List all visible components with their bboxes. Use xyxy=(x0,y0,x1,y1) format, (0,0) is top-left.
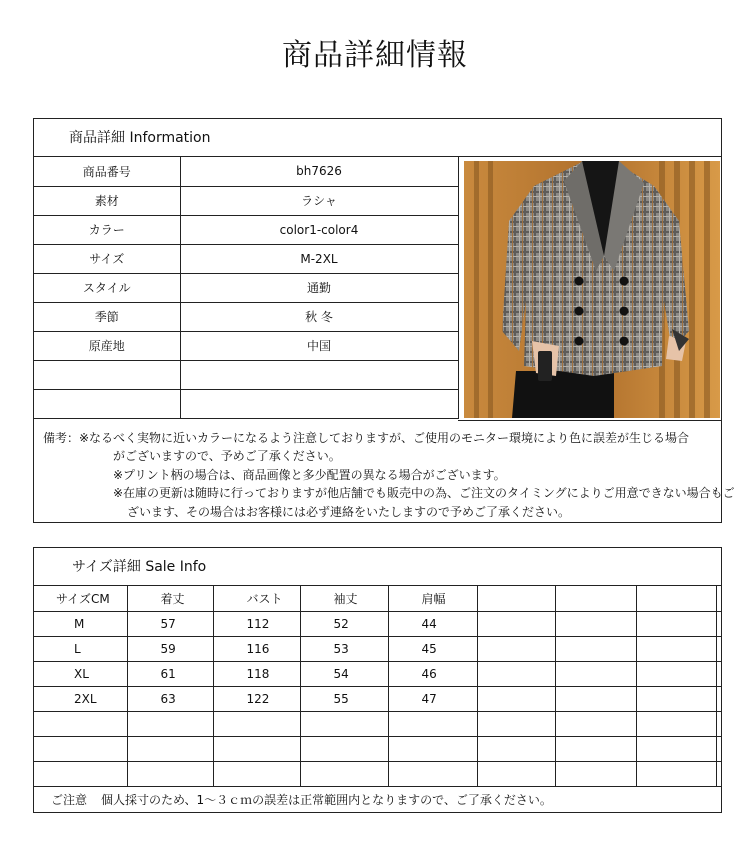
spec-row xyxy=(34,186,458,215)
size-cell xyxy=(636,711,716,736)
spec-label: カラー xyxy=(34,215,180,244)
note-line: ※プリント柄の場合は、商品画像と多少配置の異なる場合がございます。 xyxy=(113,467,506,482)
size-header-cell: 袖丈 xyxy=(300,586,388,611)
spec-row xyxy=(34,215,458,244)
size-cell xyxy=(636,736,716,761)
size-cell xyxy=(34,736,127,761)
product-photo xyxy=(464,161,720,418)
spec-value: M-2XL xyxy=(180,244,458,273)
spec-row xyxy=(34,331,458,360)
size-row xyxy=(34,686,721,711)
size-cell: 57 xyxy=(127,611,213,636)
size-cell: 54 xyxy=(300,661,388,686)
size-row xyxy=(34,611,721,636)
spec-label xyxy=(34,360,180,389)
product-info-box xyxy=(33,118,735,523)
size-cell xyxy=(716,661,721,686)
size-cell xyxy=(477,761,555,786)
size-cell xyxy=(34,761,127,786)
page-title: 商品詳細情報 xyxy=(282,38,468,73)
size-row xyxy=(34,636,721,661)
size-cell xyxy=(477,736,555,761)
size-cell: 45 xyxy=(388,636,477,661)
spec-value: 秋 冬 xyxy=(180,302,458,331)
size-cell: 2XL xyxy=(34,686,127,711)
size-table xyxy=(34,586,721,787)
spec-value: 中国 xyxy=(180,331,458,360)
spec-label: スタイル xyxy=(34,273,180,302)
size-cell xyxy=(636,636,716,661)
size-cell: 47 xyxy=(388,686,477,711)
size-cell xyxy=(477,711,555,736)
size-cell xyxy=(127,711,213,736)
note-line: がございますので、予めご了承ください。 xyxy=(113,449,341,464)
spec-label xyxy=(34,389,180,418)
size-cell xyxy=(555,686,636,711)
size-cell xyxy=(636,686,716,711)
note-line: 備考：※なるべく実物に近いカラーになるよう注意しておりますが、ご使用のモニター環境により色に誤差が生じる場合 xyxy=(43,431,690,445)
size-header-cell: 肩幅 xyxy=(388,586,477,611)
size-cell xyxy=(555,611,636,636)
size-cell xyxy=(636,611,716,636)
spec-row xyxy=(34,389,458,418)
product-photo-cell xyxy=(458,157,721,421)
size-cell xyxy=(477,611,555,636)
size-header-cell: バスト xyxy=(213,586,300,611)
size-cell xyxy=(127,761,213,786)
size-cell xyxy=(716,686,721,711)
size-header-cell xyxy=(555,586,636,611)
size-cell xyxy=(555,761,636,786)
size-row xyxy=(34,761,721,786)
size-cell: 59 xyxy=(127,636,213,661)
spec-row xyxy=(34,273,458,302)
caution-text: 個人採寸のため、1～３ｃｍの誤差は正常範囲内となりますので、ご了承ください。 xyxy=(101,793,552,807)
size-cell xyxy=(716,761,721,786)
size-cell xyxy=(388,711,477,736)
size-cell xyxy=(388,761,477,786)
size-cell: 122 xyxy=(213,686,300,711)
spec-label: 素材 xyxy=(34,186,180,215)
size-header-cell xyxy=(716,586,721,611)
spec-value xyxy=(180,389,458,418)
spec-label: 季節 xyxy=(34,302,180,331)
size-cell xyxy=(213,761,300,786)
size-cell xyxy=(716,736,721,761)
size-cell: 55 xyxy=(300,686,388,711)
size-cell: 53 xyxy=(300,636,388,661)
size-cell xyxy=(34,711,127,736)
spec-value: 通勤 xyxy=(180,273,458,302)
size-row xyxy=(34,711,721,736)
size-cell xyxy=(477,636,555,661)
size-cell xyxy=(636,661,716,686)
size-cell: 118 xyxy=(213,661,300,686)
spec-value xyxy=(180,360,458,389)
size-row xyxy=(34,736,721,761)
size-cell xyxy=(716,711,721,736)
size-cell: 63 xyxy=(127,686,213,711)
size-cell xyxy=(716,636,721,661)
size-cell xyxy=(555,661,636,686)
note-line: ※在庫の更新は随時に行っておりますが他店舗でも販売中の為、ご注文のタイミングによりご用意できない場合もご xyxy=(113,486,735,501)
size-cell: XL xyxy=(34,661,127,686)
size-cell xyxy=(636,761,716,786)
size-cell xyxy=(477,686,555,711)
size-cell: 46 xyxy=(388,661,477,686)
size-header-row xyxy=(34,586,721,611)
spec-row xyxy=(34,360,458,389)
size-cell: 61 xyxy=(127,661,213,686)
size-cell xyxy=(127,736,213,761)
spec-row xyxy=(34,302,458,331)
size-cell xyxy=(555,711,636,736)
size-header-cell xyxy=(477,586,555,611)
size-header-cell: サイズCM xyxy=(34,586,127,611)
spec-value: ラシャ xyxy=(180,186,458,215)
size-cell xyxy=(300,711,388,736)
size-cell xyxy=(213,736,300,761)
size-info-box xyxy=(33,547,722,813)
spec-table xyxy=(34,157,459,419)
size-cell xyxy=(477,661,555,686)
size-cell xyxy=(300,736,388,761)
size-cell: 112 xyxy=(213,611,300,636)
note-line: ざいます、その場合はお客様には必ず連絡をいたしますので予めご了承ください。 xyxy=(127,504,571,519)
size-row xyxy=(34,661,721,686)
spec-row xyxy=(34,157,458,186)
size-cell xyxy=(555,636,636,661)
size-cell: 116 xyxy=(213,636,300,661)
size-cell: 52 xyxy=(300,611,388,636)
spec-label: サイズ xyxy=(34,244,180,273)
spec-label: 商品番号 xyxy=(34,157,180,186)
spec-value: bh7626 xyxy=(180,157,458,186)
size-header-cell: 着丈 xyxy=(127,586,213,611)
spec-label: 原産地 xyxy=(34,331,180,360)
spec-row xyxy=(34,244,458,273)
size-cell xyxy=(716,611,721,636)
size-heading: サイズ詳細 Sale Info xyxy=(34,548,721,586)
size-cell xyxy=(555,736,636,761)
caution-label: ご注意 xyxy=(51,793,88,807)
size-cell xyxy=(388,736,477,761)
info-heading: 商品詳細 Information xyxy=(34,119,721,157)
spec-value: color1-color4 xyxy=(180,215,458,244)
caution-note xyxy=(51,791,552,808)
size-cell: L xyxy=(34,636,127,661)
size-cell: M xyxy=(34,611,127,636)
size-cell xyxy=(300,761,388,786)
size-cell xyxy=(213,711,300,736)
size-cell: 44 xyxy=(388,611,477,636)
notes-block xyxy=(43,429,735,521)
size-header-cell xyxy=(636,586,716,611)
